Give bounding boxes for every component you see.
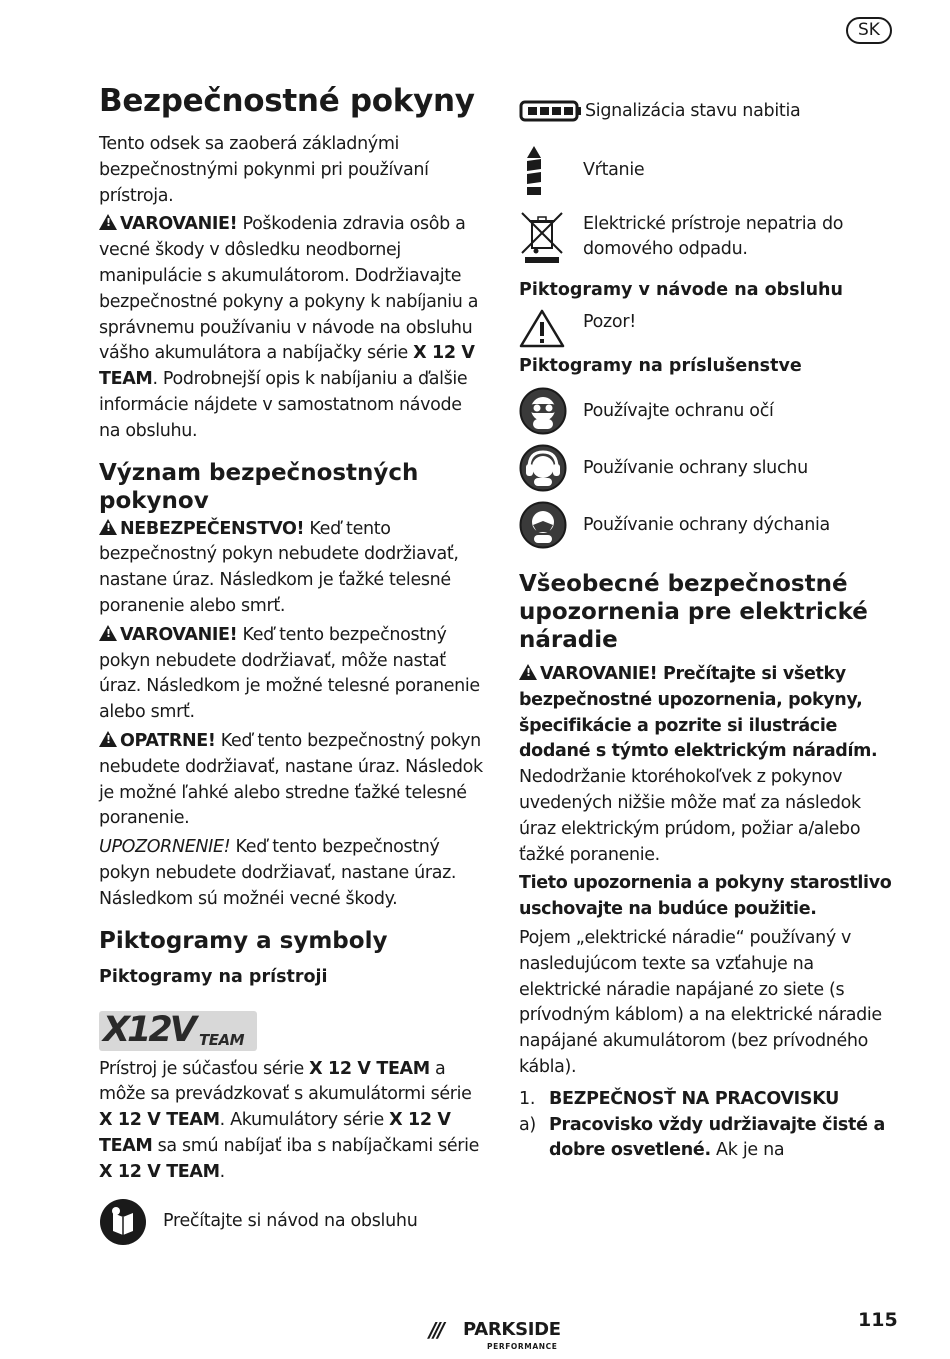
series-name: X 12 V TEAM bbox=[99, 1161, 220, 1182]
danger-text: Keď tento bezpečnostný pokyn nebudete dodržiavať, nastane úraz. Následkom je ťažké telesné poranenie alebo smrť. bbox=[99, 518, 459, 616]
item-a-text: Ak je na bbox=[710, 1140, 785, 1161]
battery-warning bbox=[99, 212, 484, 444]
language-badge: SK bbox=[846, 17, 892, 44]
term-definition: Pojem „elektrické náradie“ používaný v nasledujúcom texte sa vzťahuje na elektrické náradie napájané zo siete (s prívodným káblom) a na elektrické náradie napájané akumulátorom (bez prívodného kábla). bbox=[519, 927, 882, 1077]
eye-protection-row bbox=[519, 384, 899, 438]
intro-paragraph: Tento odsek sa zaoberá základnými bezpečnostnými pokynmi pri používaní prístroja. bbox=[99, 134, 429, 206]
device-pictograms-heading: Piktogramy na prístroji bbox=[99, 966, 328, 987]
brand-sub: PERFORMANCE bbox=[487, 1342, 558, 1351]
series-name: X 12 V TEAM bbox=[99, 343, 475, 390]
warning-note-text: Keď tento bezpečnostný pokyn nebudete dodržiavať, môže nastať úraz. Následkom je možné telesné poranenie alebo smrť. bbox=[99, 624, 480, 723]
item-a-content bbox=[549, 1113, 899, 1165]
eye-protection-text: Používajte ochranu očí bbox=[583, 400, 774, 421]
attention-triangle-icon bbox=[519, 308, 583, 348]
warning-note bbox=[99, 623, 484, 726]
series-paragraph bbox=[99, 1057, 484, 1186]
respirator-icon bbox=[519, 501, 583, 549]
brand-slashes: /// bbox=[429, 1318, 442, 1342]
pictograms-heading: Piktogramy a symboly bbox=[99, 927, 388, 954]
series-name: X 12 V TEAM bbox=[99, 1110, 451, 1156]
item-letter: a) bbox=[519, 1114, 536, 1135]
warning-text: Poškodenia zdravia osôb a vecné škody v dôsledku neodbornej manipulácie s akumulátorom. Dodržiavajte bezpečnostné pokyny a pokyny k nabíjaniu a správnemu používaniu v návode na obsluhu vášho akumulátora a nabíjačky série bbox=[99, 214, 479, 364]
charge-state-row bbox=[519, 94, 899, 128]
notice-text: Keď tento bezpečnostný pokyn nebudete dodržiavať, nastane úraz. Následkom sú možnéi vecné škody. bbox=[99, 837, 457, 909]
eye-protection-icon bbox=[519, 387, 583, 435]
x12v-team-logo bbox=[99, 1011, 257, 1051]
warning-label: VAROVANIE! bbox=[120, 214, 238, 235]
series-name: X 12 V TEAM bbox=[99, 1110, 220, 1131]
item-a bbox=[519, 1113, 899, 1165]
hearing-protection-text: Používanie ochrany sluchu bbox=[583, 457, 808, 478]
caution-label: OPATRNE! bbox=[120, 730, 216, 751]
charge-state-text: Signalizácia stavu nabitia bbox=[585, 100, 801, 121]
section-work-area bbox=[519, 1087, 899, 1113]
weee-text: Elektrické prístroje nepatria do domového odpadu. bbox=[583, 214, 844, 259]
manual-pictograms-heading: Piktogramy v návode na obsluhu bbox=[519, 280, 843, 300]
warning-triangle-icon bbox=[99, 519, 117, 535]
read-manual-row bbox=[99, 1198, 484, 1246]
keep-instructions bbox=[519, 871, 899, 923]
series-text: Prístroj je súčasťou série bbox=[99, 1058, 310, 1079]
series-name: X 12 V TEAM bbox=[309, 1058, 430, 1079]
warning-triangle-icon bbox=[99, 625, 117, 641]
caution-note bbox=[99, 729, 484, 832]
item-title: BEZPEČNOSŤ NA PRACOVISKU bbox=[549, 1088, 840, 1109]
warning-triangle-icon bbox=[99, 731, 117, 747]
series-text: . Akumulátory série bbox=[219, 1110, 390, 1131]
crossed-bin-icon bbox=[519, 210, 583, 264]
drilling-row bbox=[519, 142, 899, 198]
right-column bbox=[519, 94, 899, 1164]
series-text: sa smú nabíjať iba s nabíjačkami série bbox=[152, 1135, 480, 1156]
weee-row bbox=[519, 210, 899, 264]
general-warning-label: VAROVANIE! bbox=[540, 664, 658, 684]
notice-note bbox=[99, 835, 484, 912]
breathing-protection-text: Používanie ochrany dýchania bbox=[583, 514, 830, 535]
general-safety-heading: Všeobecné bezpečnostné upozornenia pre elektrické náradie bbox=[519, 571, 868, 653]
battery-level-icon bbox=[519, 100, 585, 122]
logo-x12-text: X12V bbox=[103, 1009, 194, 1050]
drilling-text: Vŕtanie bbox=[583, 159, 645, 180]
page-title: Bezpečnostné pokyny bbox=[99, 83, 475, 119]
warning-text-end: . Podrobnejší opis k nabíjaniu a ďalšie informácie nájdete v samostatnom návode na obsluhu. bbox=[99, 369, 468, 441]
page-number: 115 bbox=[858, 1309, 898, 1331]
keep-instructions-text: Tieto upozornenia a pokyny starostlivo uschovajte na budúce použitie. bbox=[519, 873, 892, 920]
brand-name: PARKSIDE bbox=[463, 1319, 561, 1340]
series-text: . bbox=[219, 1161, 225, 1182]
general-warning-text: Nedodržanie ktoréhokoľvek z pokynov uvedených nižšie môže mať za následok úraz elektrickým prúdom, požiar a/alebo ťažké poranenie. bbox=[519, 767, 861, 865]
attention-text: Pozor! bbox=[583, 311, 636, 332]
parkside-logo bbox=[429, 1318, 589, 1354]
meaning-heading: Význam bezpečnostných pokynov bbox=[99, 459, 419, 514]
warning-triangle-icon bbox=[519, 664, 537, 680]
item-number: 1. bbox=[519, 1088, 536, 1109]
caution-text: Keď tento bezpečnostný pokyn nebudete dodržiavať, nastane úraz. Následok je možné ľahké alebo stredne ťažké telesné poranenie. bbox=[99, 730, 483, 829]
series-text: a môže sa prevádzkovať s akumulátormi série bbox=[99, 1058, 472, 1105]
warning-note-label: VAROVANIE! bbox=[120, 624, 238, 645]
read-manual-text: Prečítajte si návod na obsluhu bbox=[163, 1211, 418, 1231]
danger-label: NEBEZPEČENSTVO! bbox=[120, 518, 305, 539]
hearing-protection-icon bbox=[519, 444, 583, 492]
accessory-pictograms-heading: Piktogramy na príslušenstve bbox=[519, 356, 802, 376]
logo-team-text: TEAM bbox=[199, 1030, 245, 1049]
danger-note bbox=[99, 517, 484, 620]
notice-label: UPOZORNENIE! bbox=[99, 837, 231, 858]
drill-bit-icon bbox=[519, 144, 583, 196]
general-warning-bold: Prečítajte si všetky bezpečnostné upozornenia, pokyny, špecifikácie a pozrite si ilustrácie dodané s týmto elektrickým náradím. bbox=[519, 664, 878, 762]
attention-row bbox=[519, 308, 899, 348]
general-warning bbox=[519, 662, 899, 868]
item-a-bold: Pracovisko vždy udržiavajte čisté a dobre osvetlené. bbox=[549, 1114, 885, 1161]
read-manual-icon bbox=[99, 1198, 163, 1246]
breathing-protection-row bbox=[519, 498, 899, 552]
hearing-protection-row bbox=[519, 441, 899, 495]
left-column bbox=[99, 82, 484, 1246]
warning-triangle-icon bbox=[99, 214, 117, 230]
